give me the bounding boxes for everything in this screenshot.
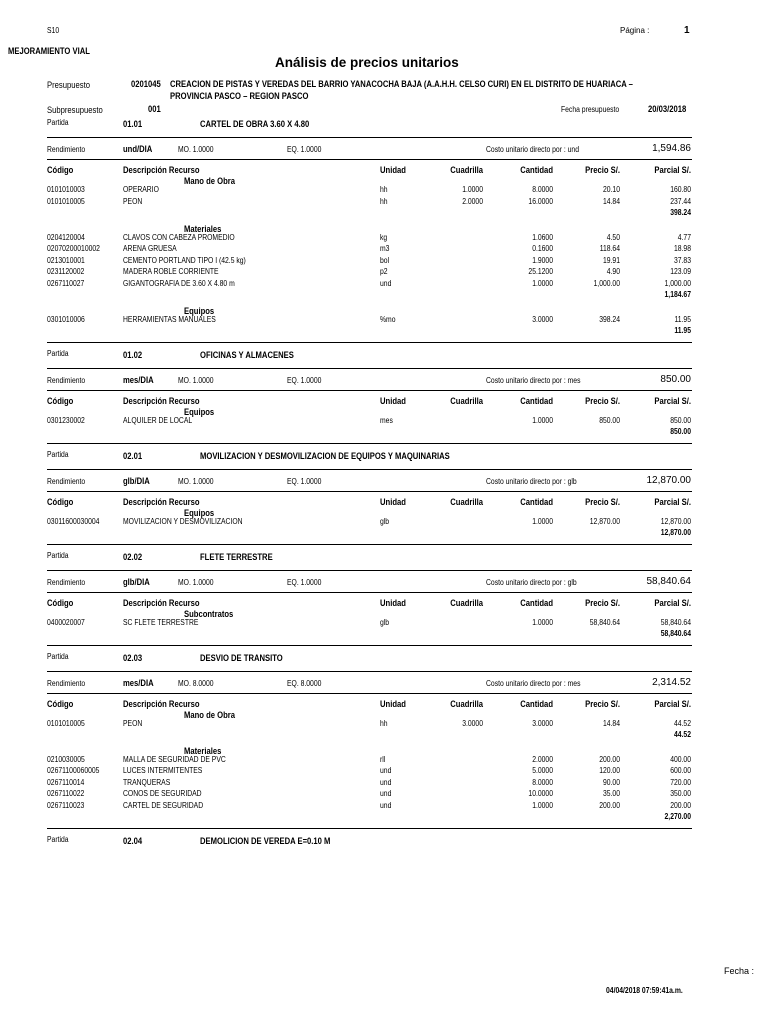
rendimiento-mo: MO. 8.0000 [178, 678, 214, 688]
subpresupuesto-code: 001 [148, 104, 161, 114]
partida-code: 01.02 [123, 349, 143, 360]
item-parcial: 18.98 [673, 244, 691, 253]
rendimiento-label: Rendimiento [47, 476, 86, 486]
col-header-codigo: Código [47, 698, 74, 709]
item-cantidad: 10.0000 [528, 789, 553, 798]
item-parcial: 12,870.00 [660, 516, 691, 526]
costo-unitario-unit: glb [567, 476, 577, 486]
rendimiento-mo: MO. 1.0000 [178, 577, 214, 587]
item-cantidad: 1.0000 [532, 415, 553, 425]
group-total: 1,184.67 [664, 290, 691, 299]
partida-end-divider [47, 443, 692, 444]
col-header-precio: Precio S/. [585, 165, 620, 175]
item-cantidad: 1.9000 [532, 255, 553, 265]
rendimiento-divider [47, 592, 692, 593]
fecha-presupuesto: 20/03/2018 [648, 104, 687, 114]
col-header-cuadrilla: Cuadrilla [450, 496, 483, 507]
group-total: 44.52 [673, 730, 691, 739]
rendimiento-label: Rendimiento [47, 678, 86, 688]
partida-name: OFICINAS Y ALMACENES [200, 349, 294, 360]
col-header-codigo: Código [47, 165, 74, 175]
col-header-cantidad: Cantidad [520, 496, 553, 507]
item-precio: 118.64 [599, 244, 620, 253]
item-code: 0101010005 [47, 196, 85, 206]
item-parcial: 11.95 [674, 314, 691, 324]
item-unit: und [380, 766, 392, 775]
item-unit: hh [380, 718, 388, 728]
item-unit: mes [380, 415, 393, 425]
item-description: PEON [123, 718, 143, 728]
rendimiento-unit: glb/DIA [123, 475, 150, 486]
rendimiento-divider [47, 390, 692, 391]
costo-unitario-value: 2,314.52 [652, 676, 691, 688]
item-unit: und [380, 278, 392, 288]
rendimiento-eq: EQ. 1.0000 [287, 577, 322, 587]
rendimiento-unit: mes/DIA [123, 677, 154, 688]
col-header-cuadrilla: Cuadrilla [450, 597, 483, 608]
group-total: 850.00 [670, 427, 691, 436]
item-parcial: 44.52 [673, 718, 691, 728]
partida-label: Partida [47, 118, 69, 127]
item-unit: kg [380, 232, 388, 242]
item-code: 0267110023 [47, 800, 85, 810]
subpresupuesto-label: Subpresupuesto [47, 105, 103, 115]
item-description: CLAVOS CON CABEZA PROMEDIO [123, 232, 235, 242]
group-total: 398.24 [670, 208, 691, 217]
costo-unitario-value: 850.00 [660, 373, 691, 385]
item-code: 02671100060005 [47, 766, 100, 775]
item-cantidad: 8.0000 [532, 777, 553, 787]
col-header-parcial: Parcial S/. [654, 395, 691, 406]
item-code: 0101010005 [47, 718, 85, 728]
item-description: CEMENTO PORTLAND TIPO I (42.5 kg) [123, 255, 246, 265]
item-cantidad: 0.1600 [532, 244, 553, 253]
item-unit: hh [380, 185, 388, 194]
partida-end-divider [47, 828, 692, 829]
partida-code: 02.03 [123, 652, 143, 663]
col-header-cantidad: Cantidad [520, 395, 553, 406]
group-total: 11.95 [674, 326, 691, 335]
item-code: 0213010001 [47, 255, 85, 265]
col-header-cuadrilla: Cuadrilla [450, 395, 483, 406]
rendimiento-label: Rendimiento [47, 145, 86, 154]
fecha-label: Fecha : [724, 966, 755, 976]
col-header-precio: Precio S/. [585, 496, 620, 507]
group-name: Mano de Obra [184, 176, 236, 186]
col-header-unidad: Unidad [380, 496, 406, 507]
costo-unitario-unit: mes [567, 678, 581, 688]
item-description: MADERA ROBLE CORRIENTE [123, 267, 219, 276]
item-cantidad: 8.0000 [532, 185, 553, 194]
project-name: MEJORAMIENTO VIAL [8, 46, 90, 56]
partida-divider [47, 671, 692, 672]
partida-name: FLETE TERRESTRE [200, 551, 273, 562]
item-cantidad: 5.0000 [532, 766, 553, 775]
item-precio: 58,840.64 [589, 617, 620, 627]
partida-end-divider [47, 342, 692, 343]
partida-label: Partida [47, 550, 69, 560]
presupuesto-label: Presupuesto [47, 80, 90, 90]
item-description: TRANQUERAS [123, 777, 171, 787]
group-name: Subcontratos [184, 608, 234, 619]
partida-name: MOVILIZACION Y DESMOVILIZACION DE EQUIPOS Y MAQUINARIAS [200, 450, 450, 461]
costo-unitario-value: 58,840.64 [646, 575, 691, 587]
partida-label: Partida [47, 449, 69, 459]
col-header-precio: Precio S/. [585, 395, 620, 406]
item-unit: glb [380, 516, 390, 526]
item-precio: 20.10 [602, 185, 620, 194]
item-parcial: 350.00 [670, 789, 691, 798]
rendimiento-eq: EQ. 1.0000 [287, 145, 322, 154]
rendimiento-eq: EQ. 8.0000 [287, 678, 322, 688]
costo-unitario-label: Costo unitario directo por : glb [486, 577, 577, 587]
item-unit: hh [380, 196, 388, 206]
partida-divider [47, 137, 692, 138]
item-parcial: 600.00 [670, 766, 691, 775]
item-cuadrilla: 1.0000 [462, 185, 483, 194]
costo-unitario-label: Costo unitario directo por : mes [486, 678, 581, 688]
item-code: 03011600030004 [47, 516, 100, 526]
costo-unitario-unit: glb [567, 577, 577, 587]
rendimiento-divider [47, 159, 692, 160]
item-precio: 14.84 [602, 196, 620, 206]
item-parcial: 400.00 [670, 754, 691, 764]
rendimiento-unit: und/DIA [123, 144, 153, 154]
item-code: 0301230002 [47, 415, 85, 425]
rendimiento-unit: mes/DIA [123, 374, 154, 385]
item-description: CONOS DE SEGURIDAD [123, 789, 202, 798]
s10-label: S10 [47, 26, 60, 35]
rendimiento-unit: glb/DIA [123, 576, 150, 587]
group-name: Materiales [184, 223, 222, 234]
rendimiento-label: Rendimiento [47, 375, 86, 385]
col-header-unidad: Unidad [380, 597, 406, 608]
costo-unitario-label: Costo unitario directo por : glb [486, 476, 577, 486]
item-precio: 35.00 [602, 789, 620, 798]
item-unit: rll [380, 754, 386, 764]
col-header-codigo: Código [47, 496, 74, 507]
rendimiento-divider [47, 491, 692, 492]
rendimiento-mo: MO. 1.0000 [178, 145, 214, 154]
group-name: Mano de Obra [184, 709, 236, 720]
col-header-precio: Precio S/. [585, 597, 620, 608]
group-name: Equipos [184, 305, 215, 316]
rendimiento-label: Rendimiento [47, 577, 86, 587]
item-description: ALQUILER DE LOCAL [123, 415, 193, 425]
presupuesto-code: 0201045 [131, 79, 161, 89]
group-total: 12,870.00 [660, 528, 691, 537]
col-header-cuadrilla: Cuadrilla [450, 165, 483, 175]
partida-code: 02.02 [123, 551, 143, 562]
item-precio: 200.00 [599, 800, 620, 810]
item-code: 0101010003 [47, 185, 85, 194]
item-description: GIGANTOGRAFIA DE 3.60 X 4.80 m [123, 278, 235, 288]
item-cuadrilla: 3.0000 [462, 718, 483, 728]
item-description: ARENA GRUESA [123, 244, 177, 253]
col-header-descripcion: Descripción Recurso [123, 165, 200, 175]
item-parcial: 1,000.00 [664, 278, 691, 288]
partida-label: Partida [47, 651, 69, 661]
col-header-precio: Precio S/. [585, 698, 620, 709]
partida-divider [47, 570, 692, 571]
item-parcial: 160.80 [670, 185, 691, 194]
costo-unitario-value: 1,594.86 [652, 143, 691, 154]
item-parcial: 37.83 [673, 255, 691, 265]
rendimiento-mo: MO. 1.0000 [178, 476, 214, 486]
item-precio: 12,870.00 [589, 516, 620, 526]
item-description: HERRAMIENTAS MANUALES [123, 314, 216, 324]
item-cantidad: 1.0000 [532, 617, 553, 627]
item-description: PEON [123, 196, 143, 206]
item-parcial: 850.00 [670, 415, 691, 425]
col-header-unidad: Unidad [380, 395, 406, 406]
presupuesto-desc-line1: CREACION DE PISTAS Y VEREDAS DEL BARRIO YANACOCHA BAJA (A.A.H.H. CELSO CURI) EN EL DISTRITO DE HUARIACA – [170, 79, 633, 89]
rendimiento-mo: MO. 1.0000 [178, 375, 214, 385]
item-cantidad: 1.0000 [532, 516, 553, 526]
col-header-descripcion: Descripción Recurso [123, 698, 200, 709]
item-cantidad: 1.0000 [532, 800, 553, 810]
partida-label: Partida [47, 834, 69, 844]
partida-divider [47, 368, 692, 369]
item-parcial: 200.00 [670, 800, 691, 810]
item-precio: 4.90 [606, 267, 620, 276]
item-unit: und [380, 789, 392, 798]
partida-end-divider [47, 544, 692, 545]
item-cantidad: 1.0600 [532, 232, 553, 242]
partida-end-divider [47, 645, 692, 646]
costo-unitario-label: Costo unitario directo por : und [486, 145, 579, 154]
item-unit: %mo [380, 314, 396, 324]
partida-code: 02.04 [123, 835, 143, 846]
item-code: 0210030005 [47, 754, 85, 764]
item-unit: bol [380, 255, 390, 265]
item-parcial: 123.09 [670, 267, 691, 276]
partida-label: Partida [47, 348, 69, 358]
col-header-cantidad: Cantidad [520, 165, 553, 175]
col-header-parcial: Parcial S/. [654, 597, 691, 608]
item-description: LUCES INTERMITENTES [123, 766, 203, 775]
item-description: MOVILIZACION Y DESMOVILIZACION [123, 516, 243, 526]
partida-code: 02.01 [123, 450, 143, 461]
item-cantidad: 1.0000 [532, 278, 553, 288]
col-header-cuadrilla: Cuadrilla [450, 698, 483, 709]
item-precio: 90.00 [602, 777, 620, 787]
col-header-unidad: Unidad [380, 698, 406, 709]
rendimiento-eq: EQ. 1.0000 [287, 476, 322, 486]
group-name: Equipos [184, 507, 215, 518]
page-number: 1 [684, 25, 690, 36]
item-unit: und [380, 777, 392, 787]
item-precio: 200.00 [599, 754, 620, 764]
page-title: Análisis de precios unitarios [275, 55, 459, 70]
partida-divider [47, 469, 692, 470]
item-code: 0267110014 [47, 777, 85, 787]
partida-name: DEMOLICION DE VEREDA E=0.10 M [200, 835, 331, 846]
col-header-codigo: Código [47, 395, 74, 406]
item-precio: 4.50 [606, 232, 620, 242]
page-label: Página : [620, 26, 650, 35]
item-code: 0267110027 [47, 278, 85, 288]
rendimiento-eq: EQ. 1.0000 [287, 375, 322, 385]
col-header-descripcion: Descripción Recurso [123, 597, 200, 608]
col-header-cantidad: Cantidad [520, 698, 553, 709]
group-total: 2,270.00 [664, 812, 691, 821]
partida-name: CARTEL DE OBRA 3.60 X 4.80 [200, 119, 310, 129]
col-header-descripcion: Descripción Recurso [123, 496, 200, 507]
col-header-descripcion: Descripción Recurso [123, 395, 200, 406]
item-unit: m3 [380, 244, 390, 253]
item-code: 0301010006 [47, 314, 85, 324]
item-precio: 1,000.00 [593, 278, 620, 288]
rendimiento-divider [47, 693, 692, 694]
item-description: OPERARIO [123, 185, 159, 194]
item-cantidad: 16.0000 [528, 196, 553, 206]
item-unit: p2 [380, 267, 388, 276]
item-precio: 398.24 [599, 314, 620, 324]
item-description: SC FLETE TERRESTRE [123, 617, 199, 627]
item-code: 0267110022 [47, 789, 85, 798]
group-name: Materiales [184, 745, 222, 756]
col-header-parcial: Parcial S/. [654, 165, 691, 175]
costo-unitario-label: Costo unitario directo por : mes [486, 375, 581, 385]
item-unit: und [380, 800, 392, 810]
group-total: 58,840.64 [660, 629, 691, 638]
presupuesto-desc-line2: PROVINCIA PASCO – REGION PASCO [170, 91, 309, 101]
partida-code: 01.01 [123, 119, 143, 129]
item-precio: 120.00 [599, 766, 620, 775]
col-header-cantidad: Cantidad [520, 597, 553, 608]
item-parcial: 4.77 [677, 232, 691, 242]
col-header-codigo: Código [47, 597, 74, 608]
item-code: 0400020007 [47, 617, 85, 627]
item-code: 0204120004 [47, 232, 85, 242]
costo-unitario-unit: und [567, 145, 579, 154]
item-cantidad: 2.0000 [532, 754, 553, 764]
item-unit: glb [380, 617, 390, 627]
item-cantidad: 3.0000 [532, 718, 553, 728]
costo-unitario-unit: mes [567, 375, 581, 385]
item-code: 02070200010002 [47, 244, 100, 253]
item-description: CARTEL DE SEGURIDAD [123, 800, 204, 810]
group-name: Equipos [184, 406, 215, 417]
item-description: MALLA DE SEGURIDAD DE PVC [123, 754, 226, 764]
item-precio: 850.00 [599, 415, 620, 425]
partida-name: DESVIO DE TRANSITO [200, 652, 283, 663]
col-header-unidad: Unidad [380, 165, 406, 175]
item-cantidad: 25.1200 [528, 267, 553, 276]
col-header-parcial: Parcial S/. [654, 698, 691, 709]
col-header-parcial: Parcial S/. [654, 496, 691, 507]
item-parcial: 720.00 [670, 777, 691, 787]
item-code: 0231120002 [47, 267, 85, 276]
item-cantidad: 3.0000 [532, 314, 553, 324]
costo-unitario-value: 12,870.00 [646, 474, 691, 486]
item-parcial: 237.44 [670, 196, 691, 206]
item-precio: 14.84 [602, 718, 620, 728]
item-parcial: 58,840.64 [660, 617, 691, 627]
item-precio: 19.91 [602, 255, 620, 265]
item-cuadrilla: 2.0000 [462, 196, 483, 206]
fecha-impresion: 04/04/2018 07:59:41a.m. [606, 986, 683, 995]
fecha-presupuesto-label: Fecha presupuesto [561, 105, 620, 114]
